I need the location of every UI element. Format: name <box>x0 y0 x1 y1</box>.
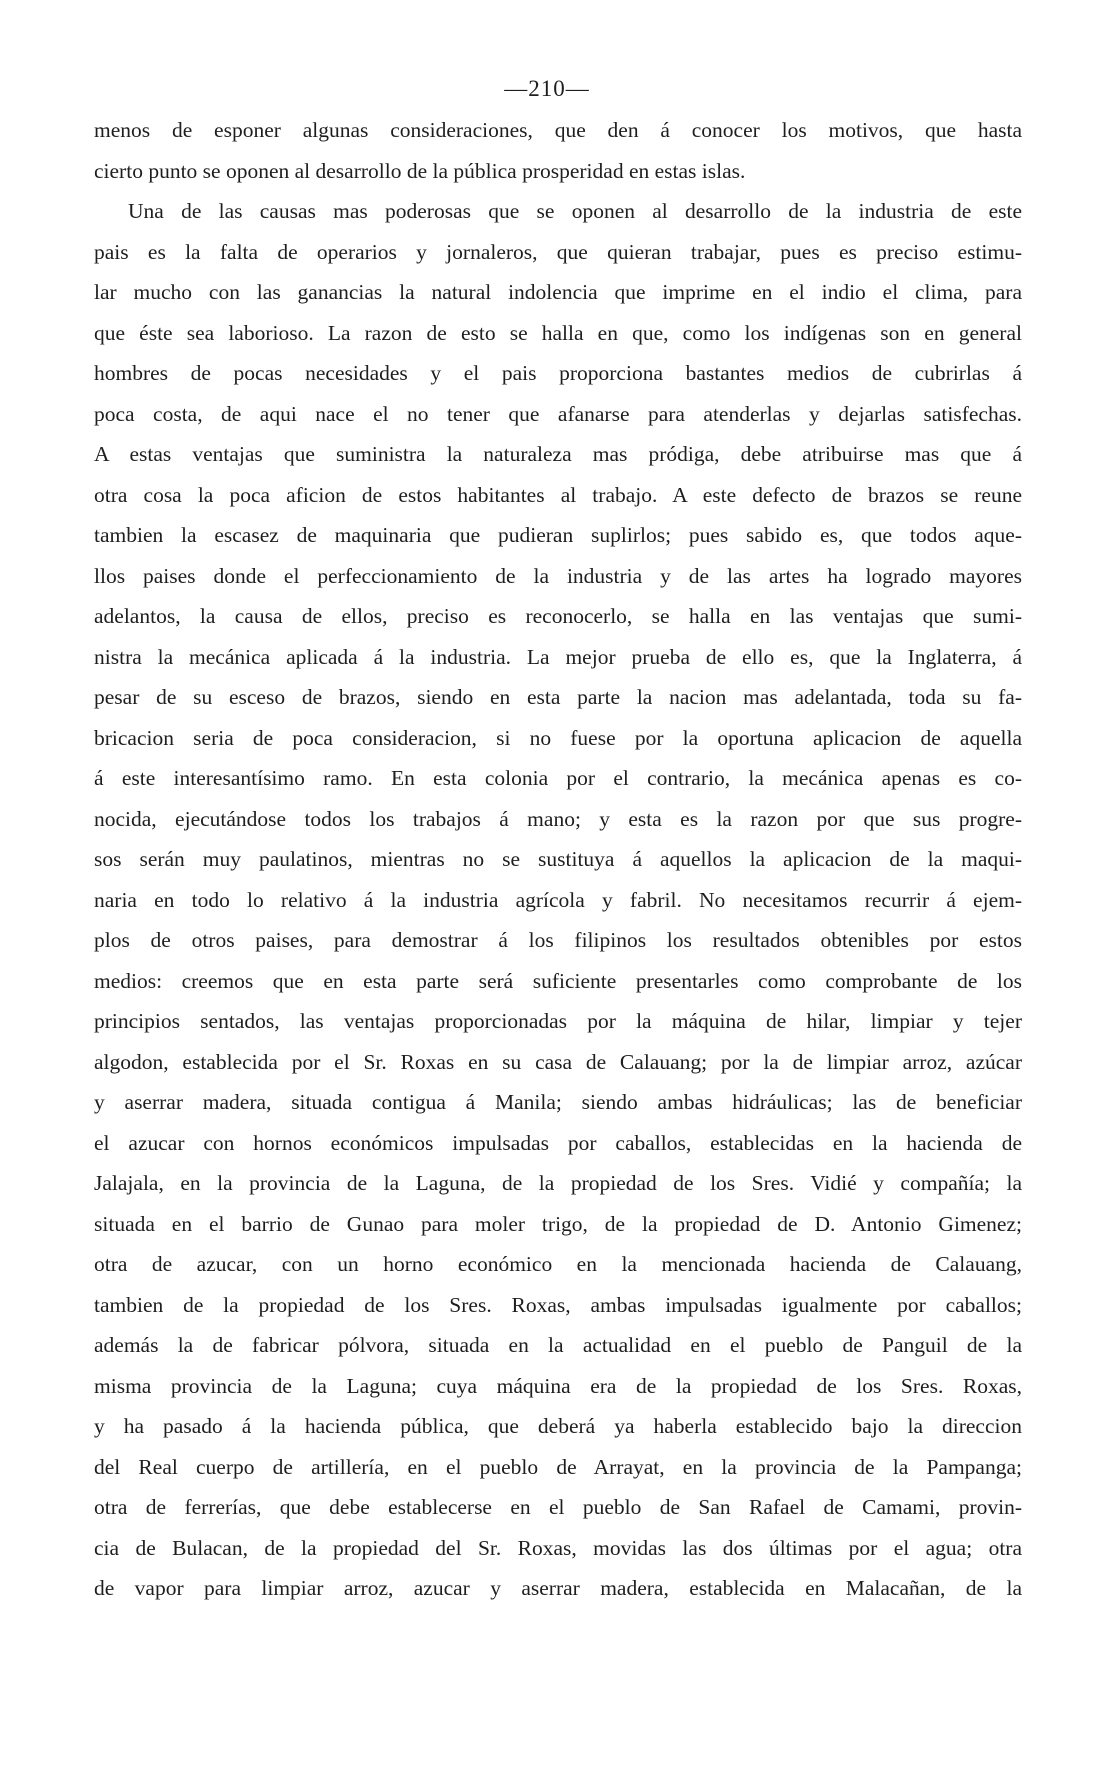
text-line: bricacion seria de poca consideracion, si no fuese por la oportuna aplicacion de aquella <box>94 725 1022 750</box>
text-line: pais es la falta de operarios y jornaleros, que quieran trabajar, pues es preciso estimu- <box>94 239 1022 264</box>
text-line: menos de esponer algunas consideraciones, que den á conocer los motivos, que hasta <box>94 118 1022 142</box>
text-line: principios sentados, las ventajas proporcionadas por la máquina de hilar, limpiar y tejer <box>94 1009 1022 1033</box>
text-line: del Real cuerpo de artillería, en el pueblo de Arrayat, en la provincia de la Pampanga; <box>94 1454 1022 1479</box>
text-line: otra de ferrerías, que debe establecerse en el pueblo de San Rafael de Camami, provin- <box>94 1495 1022 1519</box>
text-line: y ha pasado á la hacienda pública, que deberá ya haberla establecido bajo la direccion <box>94 1414 1022 1438</box>
text-line: situada en el barrio de Gunao para moler trigo, de la propiedad de D. Antonio Gimenez; <box>94 1211 1022 1236</box>
text-line: algodon, establecida por el Sr. Roxas en su casa de Calauang; por la de limpiar arroz, azúcar <box>94 1049 1022 1074</box>
text-line: misma provincia de la Laguna; cuya máquina era de la propiedad de los Sres. Roxas, <box>94 1373 1022 1398</box>
text-line: de vapor para limpiar arroz, azucar y aserrar madera, establecida en Malacañan, de la <box>94 1576 1022 1600</box>
text-line: pesar de su esceso de brazos, siendo en esta parte la nacion mas adelantada, toda su fa- <box>94 685 1022 709</box>
text-line: otra cosa la poca aficion de estos habitantes al trabajo. A este defecto de brazos se reune <box>94 482 1022 507</box>
text-line: lar mucho con las ganancias la natural indolencia que imprime en el indio el clima, para <box>94 280 1022 304</box>
text-line: además la de fabricar pólvora, situada en la actualidad en el pueblo de Panguil de la <box>94 1333 1022 1357</box>
text-line: plos de otros paises, para demostrar á los filipinos los resultados obtenibles por estos <box>94 928 1022 952</box>
text-line: á este interesantísimo ramo. En esta colonia por el contrario, la mecánica apenas es co- <box>94 766 1022 790</box>
text-line: naria en todo lo relativo á la industria agrícola y fabril. No necesitamos recurrir á ejem- <box>94 887 1022 912</box>
text-line: el azucar con hornos económicos impulsadas por caballos, establecidas en la hacienda de <box>94 1130 1022 1155</box>
body-text <box>94 110 1022 1609</box>
text-line: tambien la escasez de maquinaria que pudieran suplirlos; pues sabido es, que todos aque- <box>94 523 1022 547</box>
text-line: A estas ventajas que suministra la naturaleza mas pródiga, debe atribuirse mas que á <box>94 442 1022 466</box>
text-line: nistra la mecánica aplicada á la industria. La mejor prueba de ello es, que la Inglaterra, á <box>94 644 1022 669</box>
text-line: adelantos, la causa de ellos, preciso es reconocerlo, se halla en las ventajas que sumi- <box>94 604 1022 628</box>
page-number: —210— <box>504 76 590 101</box>
text-line: cierto punto se oponen al desarrollo de la pública prosperidad en estas islas. <box>94 158 746 183</box>
text-line: Jalajala, en la provincia de la Laguna, de la propiedad de los Sres. Vidié y compañía; la <box>94 1171 1022 1195</box>
text-line: tambien de la propiedad de los Sres. Roxas, ambas impulsadas igualmente por caballos; <box>94 1292 1022 1317</box>
paragraph-start-line: Una de las causas mas poderosas que se oponen al desarrollo de la industria de este <box>128 199 1022 223</box>
text-line: y aserrar madera, situada contigua á Manila; siendo ambas hidráulicas; las de beneficiar <box>94 1090 1022 1114</box>
text-line: hombres de pocas necesidades y el pais proporciona bastantes medios de cubrirlas á <box>94 361 1022 385</box>
text-line: otra de azucar, con un horno económico en la mencionada hacienda de Calauang, <box>94 1252 1022 1276</box>
text-line: llos paises donde el perfeccionamiento de la industria y de las artes ha logrado mayores <box>94 563 1022 588</box>
text-line: sos serán muy paulatinos, mientras no se sustituya á aquellos la aplicacion de la maqui- <box>94 847 1022 871</box>
text-line: medios: creemos que en esta parte será suficiente presentarles como comprobante de los <box>94 968 1022 993</box>
text-line: cia de Bulacan, de la propiedad del Sr. Roxas, movidas las dos últimas por el agua; otra <box>94 1535 1022 1560</box>
text-line: poca costa, de aqui nace el no tener que afanarse para atenderlas y dejarlas satisfechas. <box>94 401 1022 426</box>
text-line: que éste sea laborioso. La razon de esto se halla en que, como los indígenas son en general <box>94 320 1022 345</box>
text-line: nocida, ejecutándose todos los trabajos á mano; y esta es la razon por que sus progre- <box>94 806 1022 831</box>
